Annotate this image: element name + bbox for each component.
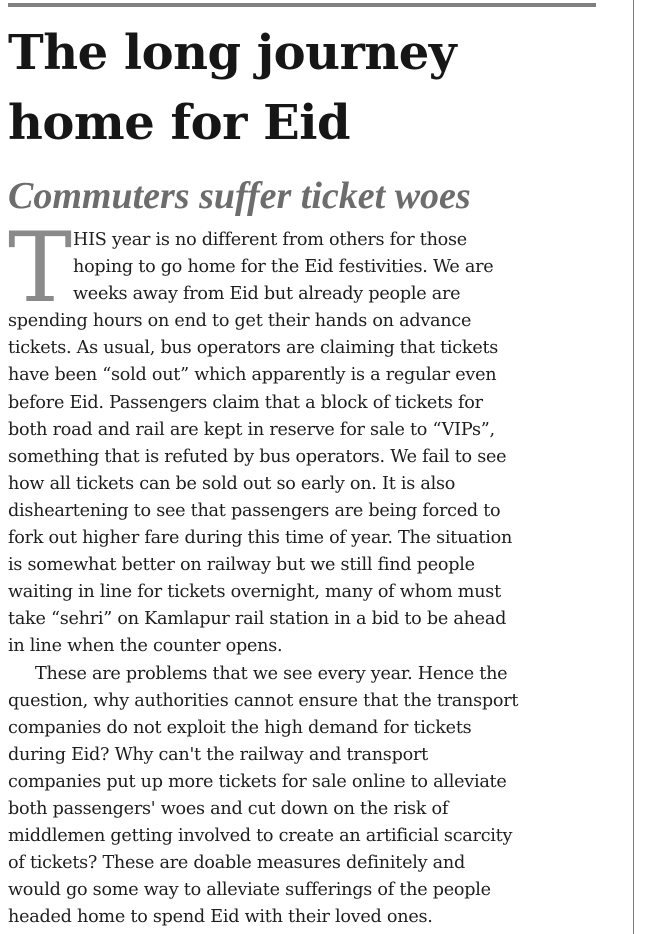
column-divider — [633, 0, 634, 934]
headline-line: home for Eid — [8, 95, 350, 151]
text-line: spending hours on end to get their hands on advance — [8, 311, 472, 332]
subheadline: Commuters suffer ticket woes — [8, 175, 471, 217]
text-line: fork out higher fare during this time of year. The situation — [8, 528, 513, 549]
paragraph-1 — [8, 212, 608, 661]
text-line: middlemen getting involved to create an artificial scarcity — [8, 826, 513, 847]
text-line: waiting in line for tickets overnight, many of whom must — [8, 582, 501, 603]
text-line: of tickets? These are doable measures definitely and — [8, 853, 465, 874]
text-line: both road and rail are kept in reserve for sale to “VIPs”, — [8, 419, 495, 440]
text-line: headed home to spend Eid with their loved ones. — [8, 907, 433, 928]
text-line: companies do not exploit the high demand for tickets — [8, 717, 472, 738]
text-line: HIS year is no different from others for those — [73, 230, 467, 250]
text-line: during Eid? Why can't the railway and transport — [8, 744, 428, 765]
text-line: something that is refuted by bus operators. We fail to see — [8, 446, 507, 467]
text-line: would go some way to alleviate sufferings of the people — [8, 880, 491, 901]
text-line: hoping to go home for the Eid festivities. We are — [73, 257, 494, 278]
text-line: question, why authorities cannot ensure that the transport — [8, 690, 519, 711]
text-line: companies put up more tickets for sale online to alleviate — [8, 771, 507, 792]
text-line: how all tickets can be sold out so early on. It is also — [8, 473, 456, 494]
headline-line: The long journey — [8, 25, 457, 81]
article-body — [8, 212, 608, 931]
text-line: both passengers' woes and cut down on the risk of — [8, 798, 449, 819]
drop-cap: T — [8, 212, 72, 324]
text-line: in line when the counter opens. — [8, 636, 283, 657]
text-line: weeks away from Eid but already people are — [73, 284, 461, 305]
text-line: have been “sold out” which apparently is a regular even — [8, 365, 497, 386]
text-line: tickets. As usual, bus operators are claiming that tickets — [8, 338, 499, 359]
top-divider — [8, 3, 596, 7]
paragraph-2 — [8, 661, 608, 932]
text-line: is somewhat better on railway but we still find people — [8, 555, 475, 576]
text-line: before Eid. Passengers claim that a block of tickets for — [8, 392, 483, 413]
text-line: take “sehri” on Kamlapur rail station in a bid to be ahead — [8, 609, 507, 630]
text-line: These are problems that we see every year. Hence the — [35, 663, 508, 684]
text-line: disheartening to see that passengers are being forced to — [8, 500, 501, 521]
headline — [8, 18, 608, 158]
